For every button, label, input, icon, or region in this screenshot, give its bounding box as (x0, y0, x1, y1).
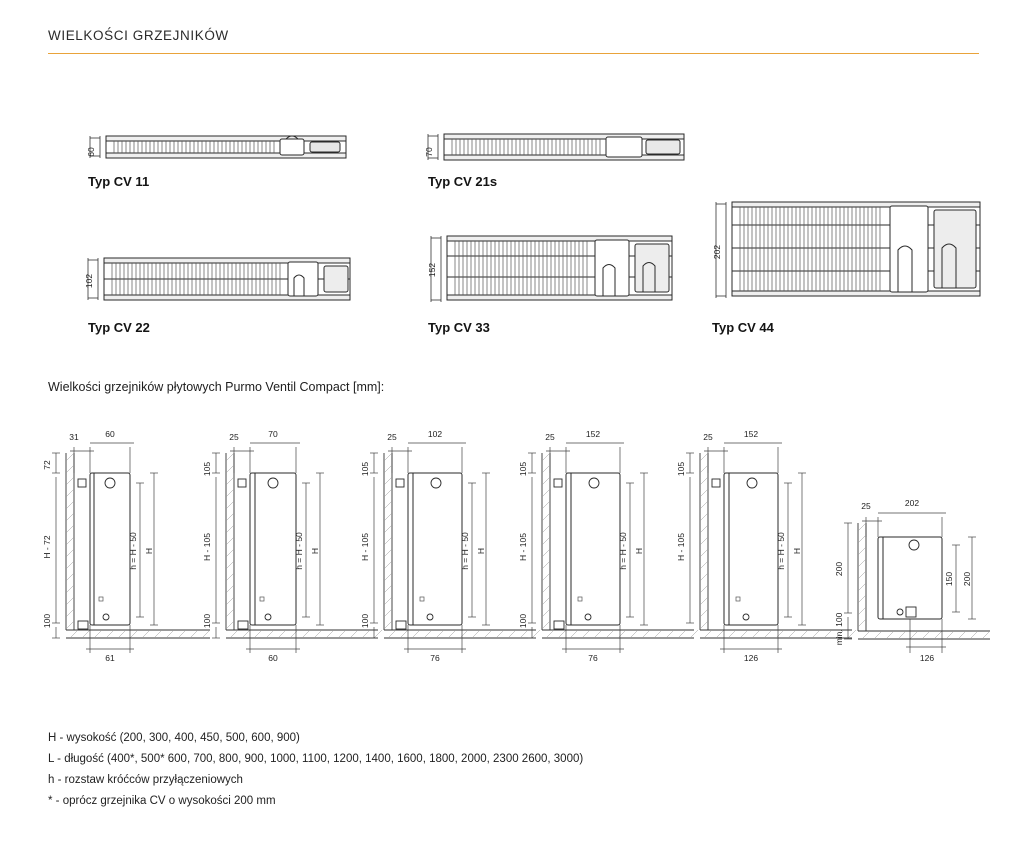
detail-dim-200-outer: 200 (962, 571, 972, 587)
install-figure-cv11 (42, 425, 212, 665)
cv11-dim-31: 31 (69, 432, 79, 442)
cv11-dim-h72: H - 72 (42, 535, 52, 559)
type-label-cv22: Typ CV 22 (88, 320, 150, 335)
detail-dim-25: 25 (861, 501, 871, 511)
cv22-dim-25: 25 (387, 432, 397, 442)
install-figure-detail (832, 495, 992, 665)
cv22-dim-100: 100 (360, 613, 370, 629)
cross-section-cv33 (415, 228, 685, 310)
detail-dim-126: 126 (919, 653, 935, 663)
cv33-dim-100: 100 (518, 613, 528, 629)
cv22-dim-102: 102 (427, 429, 443, 439)
page-header (48, 28, 979, 54)
cv11-dim-72: 72 (42, 460, 52, 470)
install-figure-cv21s (200, 425, 380, 665)
note-h: H - wysokość (200, 300, 400, 450, 500, 600, 900) (48, 732, 300, 744)
type-label-cv21s: Typ CV 21s (428, 174, 498, 189)
cv22-dim-h105: H - 105 (360, 533, 370, 561)
cv11-dim-H: H (144, 547, 154, 555)
cv44-fig-dim-126: 126 (743, 653, 759, 663)
cv33-dim-h105: H - 105 (518, 533, 528, 561)
install-figure-cv44 (674, 425, 854, 665)
header-divider (48, 53, 979, 54)
cv33-dim-h-inner: h = H - 50 (618, 532, 628, 570)
cv22-dim-105: 105 (360, 461, 370, 477)
type-label-cv11: Typ CV 11 (88, 174, 150, 189)
cv21s-depth-value: 70 (424, 147, 434, 157)
install-figure-cv22 (358, 425, 538, 665)
install-figure-cv33 (516, 425, 696, 665)
type-label-cv33: Typ CV 33 (428, 320, 490, 335)
cv22-dim-H: H (476, 547, 486, 555)
cv21s-dim-105: 105 (202, 461, 212, 477)
cv22-depth-value: 102 (84, 273, 94, 289)
note-l: L - długość (400*, 500* 600, 700, 800, 900, 1000, 1100, 1200, 1400, 1600, 1800, 2000, 2300 2600, 3000) (48, 753, 584, 765)
cv21s-dim-60: 60 (268, 653, 278, 663)
cv33-depth-value: 152 (427, 262, 437, 278)
cv22-dim-76: 76 (430, 653, 440, 663)
cv21s-dim-h105: H - 105 (202, 533, 212, 561)
detail-dim-min100: min. 100 (834, 612, 844, 646)
cv33-dim-76: 76 (588, 653, 598, 663)
section-caption: Wielkości grzejników płytowych Purmo Ventil Compact [mm]: (48, 380, 385, 394)
cross-section-cv44 (700, 196, 990, 308)
cv21s-dim-100: 100 (202, 613, 212, 629)
cross-section-cv11 (70, 118, 370, 173)
detail-dim-202: 202 (904, 498, 920, 508)
cv44-fig-dim-H: H (792, 547, 802, 555)
cv44-depth-value: 202 (712, 244, 722, 260)
cv21s-dim-70: 70 (268, 429, 278, 439)
detail-dim-150: 150 (944, 571, 954, 587)
cv11-dim-61: 61 (105, 653, 115, 663)
cv11-dim-h-inner: h = H - 50 (128, 532, 138, 570)
notes-block (48, 728, 583, 812)
cv11-depth-value: 60 (86, 147, 96, 157)
cv21s-dim-h-inner: h = H - 50 (294, 532, 304, 570)
page-title: WIELKOŚCI GRZEJNIKÓW (48, 28, 229, 43)
cv44-fig-dim-h-inner: h = H - 50 (776, 532, 786, 570)
cross-section-cv22 (70, 248, 370, 310)
note-asterisk: * - oprócz grzejnika CV o wysokości 200 mm (48, 795, 276, 807)
cv22-dim-h-inner: h = H - 50 (460, 532, 470, 570)
cv21s-dim-H: H (310, 547, 320, 555)
cv44-fig-dim-h105: H - 105 (676, 533, 686, 561)
cv44-fig-dim-105: 105 (676, 461, 686, 477)
cv33-dim-25: 25 (545, 432, 555, 442)
type-label-cv44: Typ CV 44 (712, 320, 774, 335)
cv21s-dim-25: 25 (229, 432, 239, 442)
note-h-small: h - rozstaw króćców przyłączeniowych (48, 774, 243, 786)
cv11-dim-100: 100 (42, 613, 52, 629)
cv11-dim-60: 60 (105, 429, 115, 439)
cross-section-cv21s (410, 118, 710, 173)
detail-dim-200: 200 (834, 561, 844, 577)
cv44-dim-152: 152 (743, 429, 759, 439)
cv33-dim-152: 152 (585, 429, 601, 439)
cv44-dim-25: 25 (703, 432, 713, 442)
cv33-dim-105: 105 (518, 461, 528, 477)
cv33-dim-H: H (634, 547, 644, 555)
